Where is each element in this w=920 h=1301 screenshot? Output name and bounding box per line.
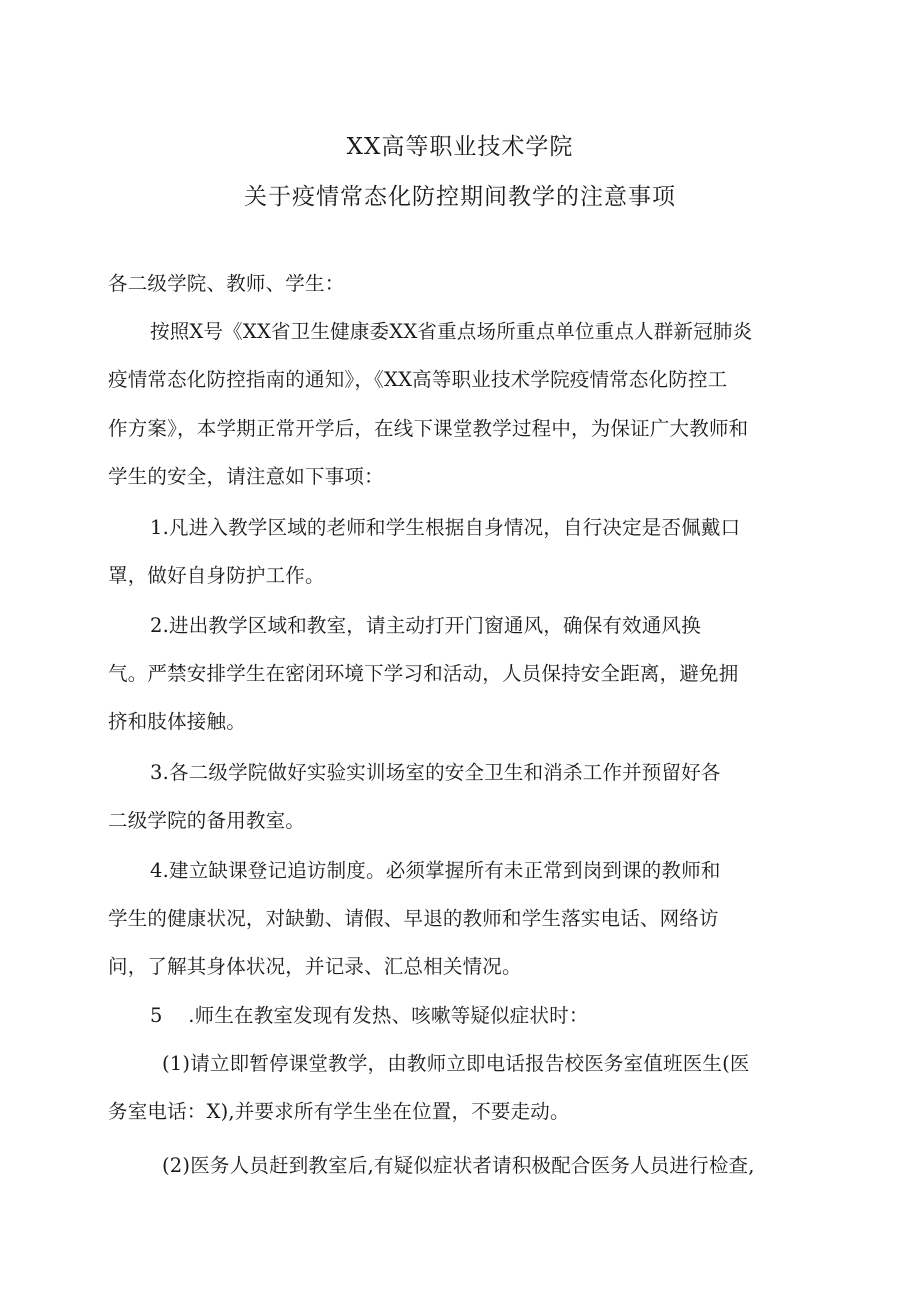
item-2-line: 气。严禁安排学生在密闭环境下学习和活动，人员保持安全距离，避免拥	[108, 662, 739, 685]
item-2-line: 2.进出教学区域和教室，请主动打开门窗通风，确保有效通风换	[150, 614, 701, 637]
item-1-line: 1.凡进入教学区域的老师和学生根据自身情况，自行决定是否佩戴口	[150, 516, 741, 539]
item-2-line: 挤和肢体接触。	[108, 710, 246, 733]
subitem-1-line: (1)请立即暂停课堂教学，由教师立即电话报告校医务室值班医生(医	[162, 1052, 750, 1075]
item-4-line: 学生的健康状况，对缺勤、请假、早退的教师和学生落实电话、网络访	[108, 907, 719, 930]
document-title-school: XX高等职业技术学院	[346, 134, 574, 160]
item-5-line: 5 .师生在教室发现有发热、咳嗽等疑似症状时：	[150, 1004, 589, 1027]
body-line: 疫情常态化防控指南的通知》，《XX高等职业技术学院疫情常态化防控工	[108, 368, 728, 391]
document-title-subject: 关于疫情常态化防控期间教学的注意事项	[244, 184, 676, 210]
subitem-2-line: (2)医务人员赶到教室后,有疑似症状者请积极配合医务人员进行检查,	[162, 1154, 755, 1177]
item-1-line: 罩，做好自身防护工作。	[108, 564, 325, 587]
subitem-1-line: 务室电话：X),并要求所有学生坐在位置，不要走动。	[108, 1100, 570, 1123]
item-3-line: 二级学院的备用教室。	[108, 809, 306, 832]
item-3-line: 3.各二级学院做好实验实训场室的安全卫生和消杀工作并预留好各	[150, 761, 721, 784]
body-line: 作方案》，本学期正常开学后，在线下课堂教学过程中，为保证广大教师和	[108, 417, 749, 440]
body-line: 学生的安全，请注意如下事项：	[108, 465, 384, 488]
body-line: 按照X号《XX省卫生健康委XX省重点场所重点单位重点人群新冠肺炎	[150, 320, 753, 343]
item-4-line: 4.建立缺课登记追访制度。必须掌握所有未正常到岗到课的教师和	[150, 859, 721, 882]
salutation-line: 各二级学院、教师、学生：	[108, 272, 345, 295]
item-4-line: 问，了解其身体状况，并记录、汇总相关情况。	[108, 955, 522, 978]
